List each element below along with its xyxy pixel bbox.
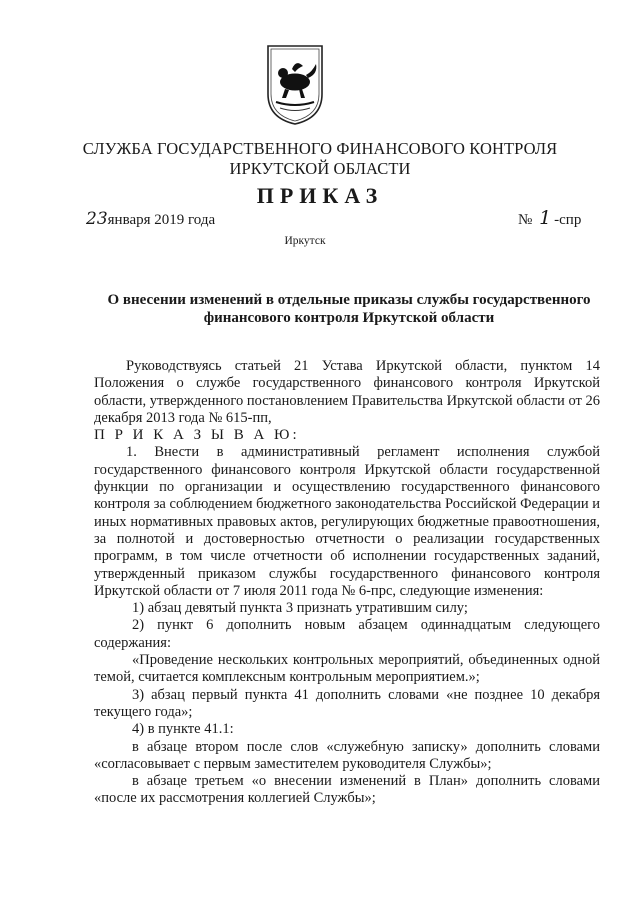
order-number-value: 1 xyxy=(539,207,552,229)
order-date xyxy=(86,209,215,229)
document-body xyxy=(94,358,600,808)
coat-of-arms-icon xyxy=(262,42,328,126)
preamble-paragraph: Руководствуясь статьей 21 Устава Иркутской области, пунктом 14 Положения о службе государственного финансового контроля Иркутской области, утвержденного постановлением Правительства Иркутской области от 26 декабря 2013 года № 615-пп, xyxy=(94,358,600,426)
order-word: П Р И К А З Ы В А Ю: xyxy=(94,427,300,444)
org-name-line1: СЛУЖБА ГОСУДАРСТВЕННОГО ФИНАНСОВОГО КОНТРОЛЯ xyxy=(82,139,558,158)
order-date-day: 23 xyxy=(86,209,108,229)
item-1-paragraph: 1. Внести в административный регламент исполнения службой государственного финансового контроля Иркутской области государственной функции по организации и осуществлению государственного финансового контроля за соблюдением бюджетного законодательства Российской Федерации и иных нормативных правовых актов, регулирующих бюджетные правоотношения, за полнотой и достоверностью отчетности о реализации государственных программ, в том числе отчетности об исполнении государственных заданий, утвержденный приказом службы государственного финансового контроля Иркутской области от 7 июля 2011 года № 6-прс, следующие изменения: xyxy=(94,444,600,599)
order-number-prefix: № xyxy=(518,212,533,228)
city: Иркутск xyxy=(284,235,326,247)
order-number-suffix: -спр xyxy=(554,212,582,228)
org-name-line2: ИРКУТСКОЙ ОБЛАСТИ xyxy=(229,159,411,178)
sub-item-4-b: в абзаце третьем «о внесении изменений в План» дополнить словами «после их рассмотрения коллегией Службы»; xyxy=(94,773,600,807)
order-date-rest: января 2019 года xyxy=(107,212,216,228)
sub-item-2-quote: «Проведение нескольких контрольных мероприятий, объединенных одной темой, считается комплексным контрольным мероприятием.»; xyxy=(94,652,600,686)
sub-item-1: 1) абзац девятый пункта 3 признать утратившим силу; xyxy=(132,600,468,617)
document-title: О внесении изменений в отдельные приказы службы государственного финансового контроля Иркутской области xyxy=(107,292,591,326)
order-number xyxy=(518,207,581,229)
document-type: ПРИКАЗ xyxy=(256,183,384,208)
sub-item-4: 4) в пункте 41.1: xyxy=(132,721,234,738)
sub-item-4-a: в абзаце втором после слов «служебную записку» дополнить словами «согласовывает с первым заместителем руководителя Службы»; xyxy=(94,738,600,772)
sub-item-2: 2) пункт 6 дополнить новым абзацем одиннадцатым следующего содержания: xyxy=(94,617,600,651)
sub-item-3: 3) абзац первый пункта 41 дополнить словами «не позднее 10 декабря текущего года»; xyxy=(94,686,600,720)
